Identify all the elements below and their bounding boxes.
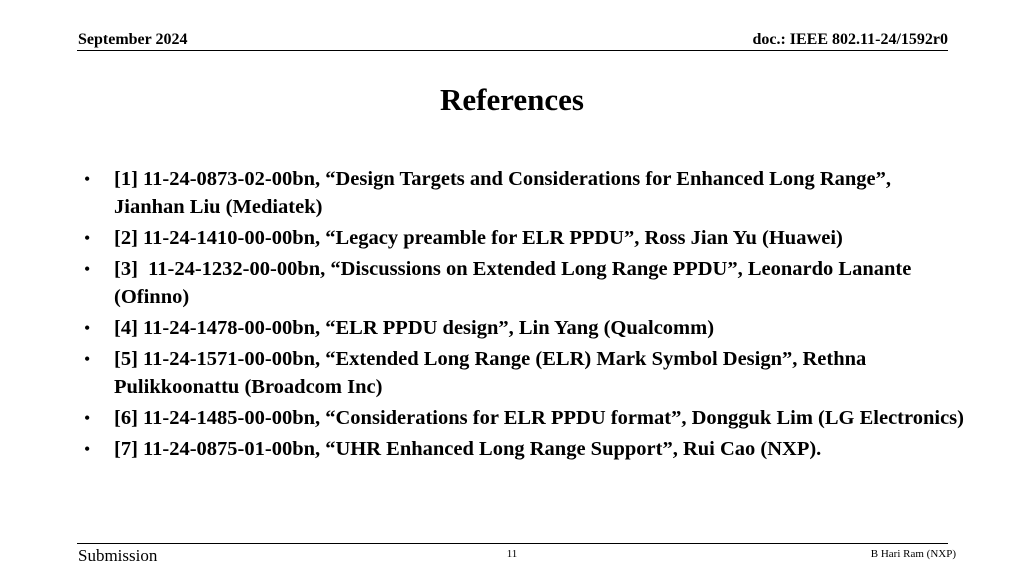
reference-text: [4] 11-24-1478-00-00bn, “ELR PPDU design”, Lin Yang (Qualcomm)	[114, 317, 715, 339]
reference-item	[84, 165, 964, 221]
bullet-icon: •	[84, 408, 91, 428]
bullet-icon: •	[84, 318, 91, 338]
footer-author: B Hari Ram (NXP)	[870, 548, 956, 560]
reference-item	[84, 435, 964, 463]
bullet-icon: •	[84, 169, 91, 189]
slide-title: References	[439, 82, 584, 117]
footer-submission-label: Submission	[78, 546, 158, 565]
reference-text: [5] 11-24-1571-00-00bn, “Extended Long Range (ELR) Mark Symbol Design”, Rethna Pulikkoonattu (Broadcom Inc)	[114, 348, 872, 398]
bullet-icon: •	[84, 439, 91, 459]
bullet-icon: •	[84, 349, 91, 369]
reference-text: [2] 11-24-1410-00-00bn, “Legacy preamble for ELR PPDU”, Ross Jian Yu (Huawei)	[114, 227, 843, 249]
reference-text: [7] 11-24-0875-01-00bn, “UHR Enhanced Long Range Support”, Rui Cao (NXP).	[114, 438, 822, 460]
reference-item	[84, 345, 964, 401]
bullet-icon: •	[84, 259, 91, 279]
bullet-icon: •	[84, 228, 91, 248]
references-list	[84, 165, 964, 466]
header-date: September 2024	[78, 31, 188, 48]
reference-item	[84, 255, 964, 311]
reference-text: [6] 11-24-1485-00-00bn, “Considerations for ELR PPDU format”, Dongguk Lim (LG Electronics)	[114, 407, 964, 429]
reference-item	[84, 224, 964, 252]
reference-item	[84, 404, 964, 432]
reference-text: [3] 11-24-1232-00-00bn, “Discussions on Extended Long Range PPDU”, Leonardo Lanante (Ofinno)	[114, 258, 917, 308]
reference-item	[84, 314, 964, 342]
page-number: 11	[506, 548, 518, 560]
reference-text: [1] 11-24-0873-02-00bn, “Design Targets and Considerations for Enhanced Long Range”, Jianhan Liu (Mediatek)	[114, 168, 897, 218]
header-doc-id: doc.: IEEE 802.11-24/1592r0	[752, 31, 948, 48]
header-divider	[77, 50, 948, 51]
footer-divider	[77, 543, 948, 544]
